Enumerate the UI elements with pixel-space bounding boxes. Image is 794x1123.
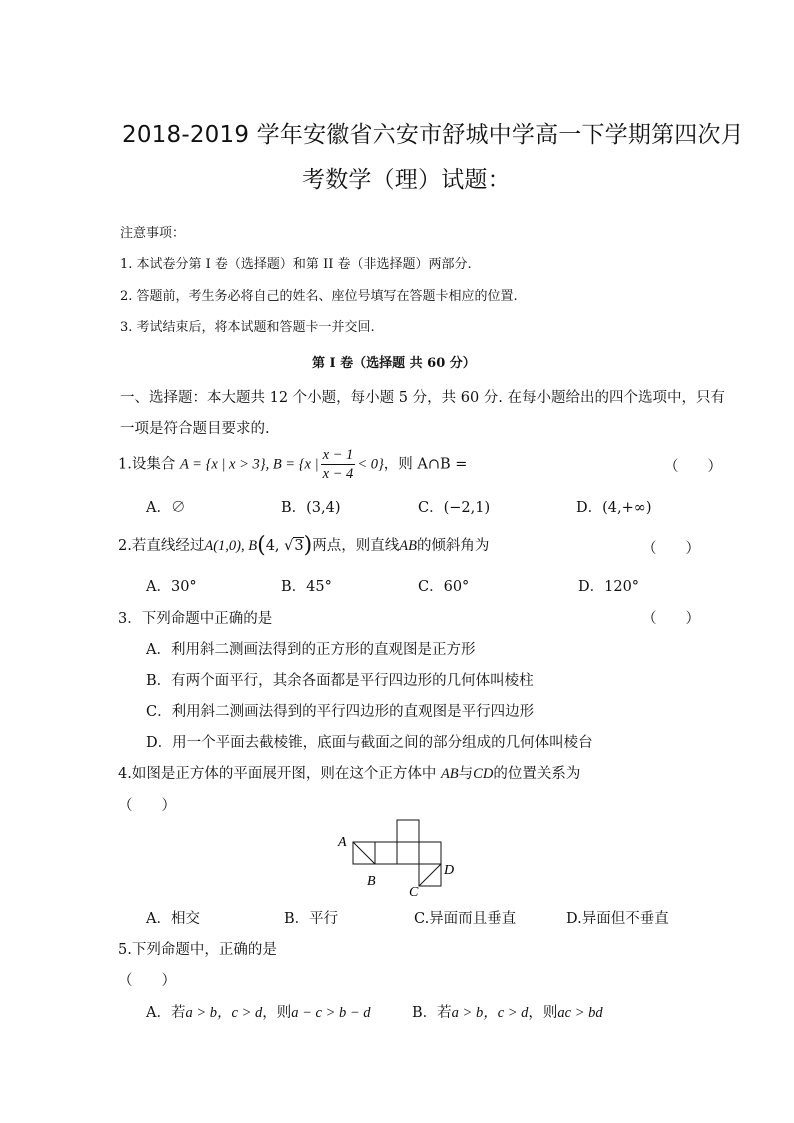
- q1-set-b-pre: , B = {x |: [265, 456, 319, 473]
- q1-option-a: A．∅: [146, 500, 186, 516]
- q1-option-c: C．(−2,1): [418, 500, 491, 516]
- q1-set-a: A = {x | x > 3}: [179, 456, 266, 473]
- net-square-row-4: [419, 842, 441, 864]
- q5-option-a-cond: a > b，c > d: [185, 1005, 263, 1021]
- q4-stem-pre: 4.如图是正方体的平面展开图，则在这个正方体中: [118, 766, 437, 782]
- q1-prefix: 1.设集合: [118, 456, 176, 473]
- net-square-top: [397, 820, 419, 842]
- q5-option-b-mid: ，则: [528, 1005, 558, 1021]
- q5-option-a: [146, 1001, 371, 1022]
- q3-answer-paren: （ ）: [642, 611, 700, 627]
- q4-option-d: D.异面但不垂直: [566, 911, 669, 927]
- q2-answer-paren: （ ）: [642, 541, 700, 557]
- q4-option-b: B．平行: [284, 911, 339, 927]
- label-a: A: [338, 835, 347, 850]
- section-title: 第 I 卷（选择题 共 60 分）: [312, 356, 476, 371]
- q1-suffix: ，则 A∩B =: [383, 456, 468, 473]
- q3-option-c: C．利用斜二测画法得到的平行四边形的直观图是平行四边形: [146, 704, 535, 720]
- q2-ab: AB: [399, 538, 417, 554]
- q1-frac-den: x − 4: [322, 466, 354, 482]
- q3-option-d: D．用一个平面去截棱锥，底面与截面之间的部分组成的几何体叫棱台: [146, 735, 593, 751]
- part1-instruction-line-2: 一项是符合题目要求的.: [120, 421, 270, 437]
- q4-cd: CD: [473, 766, 494, 782]
- q3-option-a: A．利用斜二测画法得到的正方形的直观图是正方形: [146, 642, 476, 658]
- q5-option-a-pre: A．若: [146, 1005, 186, 1021]
- net-square-row-3: [397, 842, 419, 864]
- q5-option-a-result: a − c > b − d: [291, 1005, 371, 1021]
- q5-option-b-pre: B．若: [412, 1005, 452, 1021]
- label-c: C: [409, 885, 419, 898]
- title-line-2: 考数学（理）试题：: [302, 167, 511, 193]
- notice-item-1: 1. 本试卷分第 I 卷（选择题）和第 II 卷（非选择题）两部分.: [120, 257, 472, 272]
- q3-option-b: B．有两个面平行，其余各面都是平行四边形的几何体叫棱柱: [146, 673, 534, 689]
- notice-item-2: 2. 答题前，考生务必将自己的姓名、座位号填写在答题卡相应的位置.: [120, 289, 518, 304]
- notice-heading: 注意事项：: [120, 226, 186, 241]
- q4-with: 与: [458, 766, 474, 782]
- q1-answer-paren: （ ）: [664, 459, 722, 475]
- question-4-stem: [118, 762, 580, 783]
- q1-set-b-post: < 0}: [357, 456, 384, 473]
- q2-option-b: B．45°: [281, 579, 332, 595]
- q2-prefix: 2.若直线经过: [118, 538, 205, 554]
- question-1-stem: [118, 446, 467, 483]
- question-3-stem: 3．下列命题中正确的是: [118, 611, 273, 627]
- q4-answer-paren: （ ）: [118, 798, 176, 814]
- q4-ab: AB: [440, 766, 459, 782]
- q5-option-b-result: ac > bd: [557, 1005, 603, 1021]
- q2-sqrt-3: 3: [294, 538, 304, 554]
- diagonal-ab: [353, 842, 375, 864]
- question-5-stem: 5.下列命题中，正确的是: [118, 942, 277, 958]
- net-square-row-2: [375, 842, 397, 864]
- q5-option-b-cond: a > b，c > d: [451, 1005, 529, 1021]
- title-line-1: 2018-2019 学年安徽省六安市舒城中学高一下学期第四次月: [122, 122, 744, 148]
- q1-option-d: D．(4,+∞): [576, 500, 652, 516]
- q2-option-d: D．120°: [578, 579, 640, 595]
- q2-paren-close: ): [303, 533, 313, 558]
- q2-option-a: A．30°: [146, 579, 197, 595]
- q2-suffix2: 的倾斜角为: [416, 538, 490, 554]
- q5-answer-paren: （ ）: [118, 973, 176, 989]
- part1-instruction-line-1: 一、选择题：本大题共 12 个小题，每小题 5 分，共 60 分. 在每小题给出的四个选项中，只有: [120, 390, 725, 406]
- q4-option-a: A．相交: [146, 911, 200, 927]
- q1-option-b: B．(3,4): [281, 500, 341, 516]
- cube-net-figure: [330, 812, 470, 898]
- diagonal-cd: [419, 864, 441, 886]
- q5-option-a-mid: ，则: [262, 1005, 292, 1021]
- q2-option-c: C．60°: [418, 579, 470, 595]
- q1-frac-num: x − 1: [322, 447, 354, 463]
- notice-item-3: 3. 考试结束后，将本试题和答题卡一并交回.: [120, 320, 375, 335]
- label-d: D: [444, 863, 455, 878]
- q5-option-b: [412, 1001, 603, 1022]
- q2-points: A(1,0), B: [204, 538, 258, 554]
- label-b: B: [367, 874, 376, 889]
- q2-suffix: 两点，则直线: [312, 538, 400, 554]
- q2-point-b-x: 4,: [265, 538, 285, 554]
- question-2-stem: 2.若直线经过A(1,0), B(4, √3)两点，则直线AB的倾斜角为: [118, 533, 490, 558]
- q4-option-c: C.异面而且垂直: [414, 911, 517, 927]
- q4-stem-post: 的位置关系为: [493, 766, 581, 782]
- q2-paren-open: (: [257, 533, 266, 558]
- q1-fraction: [321, 446, 356, 483]
